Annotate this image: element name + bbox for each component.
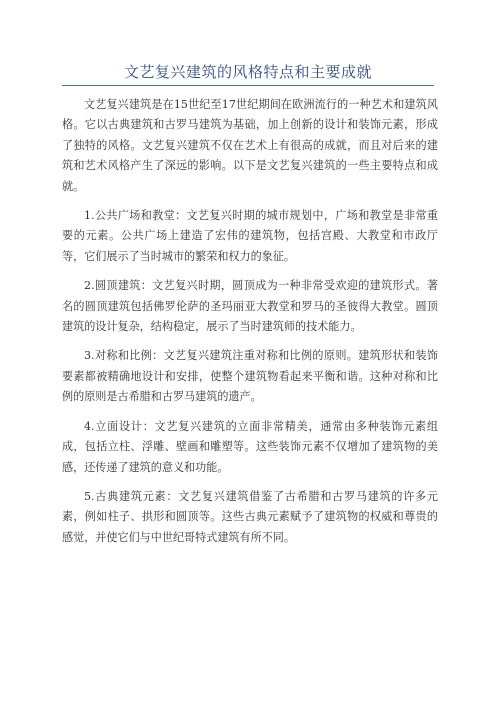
paragraph-symmetry: 3.对称和比例：文艺复兴建筑注重对称和比例的原则。建筑形状和装饰要素都被精确地设计和安排，使整个建筑物看起来平衡和谐。这种对称和比例的原则是古希腊和古罗马建筑的遗产。 [62,349,438,404]
paragraph-public-squares: 1.公共广场和教堂：文艺复兴时期的城市规划中，广场和教堂是非常重要的元素。公共广场上建造了宏伟的建筑物，包括宫殿、大教堂和市政厅等，它们展示了当时城市的繁荣和权力的象征。 [62,209,438,263]
paragraph-classical-elements: 5.古典建筑元素：文艺复兴建筑借鉴了古希腊和古罗马建筑的许多元素，例如柱子、拱形和圆顶等。这些古典元素赋予了建筑物的权威和尊贵的感觉，并使它们与中世纪哥特式建筑有所不同。 [62,489,438,544]
intro-paragraph: 文艺复兴建筑是在15世纪至17世纪期间在欧洲流行的一种艺术和建筑风格。它以古典建筑和古罗马建筑为基础，加上创新的设计和装饰元素，形成了独特的风格。文艺复兴建筑不仅在艺术上有很高的成就，而且对后来的建筑和艺术风格产生了深远的影响。以下是文艺复兴建筑的一些主要特点和成就。 [62,98,438,193]
paragraph-facade: 4.立面设计：文艺复兴建筑的立面非常精美，通常由多种装饰元素组成，包括立柱、浮雕、壁画和雕塑等。这些装饰元素不仅增加了建筑物的美感，还传递了建筑的意义和功能。 [62,419,438,474]
paragraph-domes: 2.圆顶建筑：文艺复兴时期，圆顶成为一种非常受欢迎的建筑形式。著名的圆顶建筑包括佛罗伦萨的圣玛丽亚大教堂和罗马的圣彼得大教堂。圆顶建筑的设计复杂，结构稳定，展示了当时建筑师的技术能力。 [62,279,438,334]
document-title: 文艺复兴建筑的风格特点和主要成就 [123,63,372,81]
document-body [62,95,438,557]
title-divider [62,85,434,86]
